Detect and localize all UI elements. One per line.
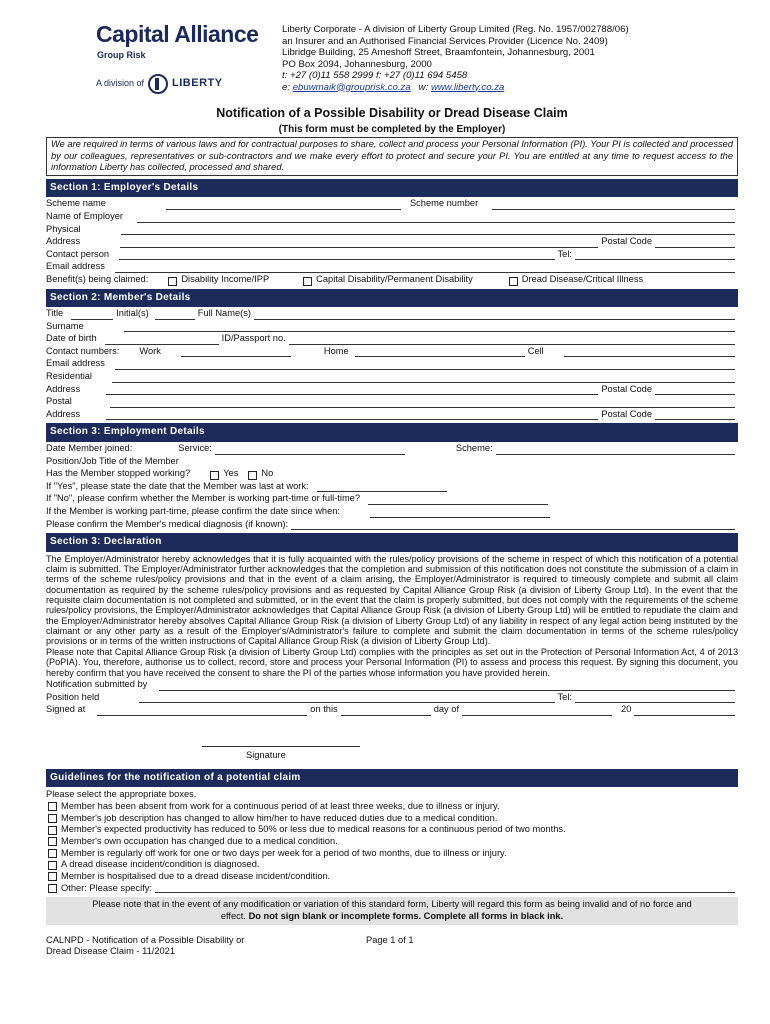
guidelines-list [46,801,738,895]
guideline-label: A dread disease incident/condition is diagnosed. [61,859,260,870]
initials-field[interactable] [155,311,195,320]
cell-field[interactable] [564,348,735,357]
postal-address-label: Address [46,408,81,419]
stopped-no-checkbox[interactable] [248,471,257,480]
list-item [46,859,738,871]
residential-address-field-1[interactable] [112,374,735,383]
signed-at-label: Signed at [46,704,86,715]
guidelines-heading: Guidelines for the notification of a potential claim [46,769,738,788]
email-address-field[interactable] [115,264,735,273]
signature-area [46,716,738,766]
id-label: ID/Passport no. [221,333,286,344]
disability-income-label: Disability Income/IPP [181,274,270,284]
year-field[interactable] [634,707,735,716]
capital-disability-label: Capital Disability/Permanent Disability [316,274,473,284]
address-label: Address [46,236,81,247]
service-label: Service: [178,442,212,453]
position-held-label: Position held [46,691,100,702]
on-this-label: on this [310,704,338,715]
id-field[interactable] [289,336,735,345]
res-postal-code-field[interactable] [655,386,735,395]
scheme-number-label: Scheme number [409,198,479,209]
guideline-checkbox[interactable] [48,802,57,811]
tel-field[interactable] [575,251,735,260]
yes-label: Yes [223,468,239,479]
day-of-label: day of [433,704,460,715]
division-brand: LIBERTY [172,77,223,90]
web-link[interactable]: www.liberty.co.za [430,81,505,93]
res-address-label: Address [46,383,81,394]
year-label: 20 [621,704,632,715]
declaration-heading: Section 3: Declaration [46,533,738,552]
physical-label: Physical [46,223,81,234]
contact-person-field[interactable] [119,251,554,260]
part-full-time-field[interactable] [368,496,548,505]
other-label: Other: Please specify: [61,882,152,893]
postal-postal-code-field[interactable] [655,411,735,420]
section1-heading: Section 1: Employer's Details [46,179,738,198]
member-email-label: Email address [46,358,105,369]
employer-name-label: Name of Employer [46,211,123,222]
day-of-field[interactable] [462,707,612,716]
section3-heading: Section 3: Employment Details [46,423,738,442]
notice-line2-bold: Do not sign blank or incomplete forms. Complete all forms in black ink. [248,910,564,921]
other-checkbox[interactable] [48,884,57,893]
benefits-label: Benefit(s) being claimed: [46,274,149,284]
stopped-label: Has the Member stopped working? [46,468,191,479]
disability-income-checkbox[interactable] [168,277,177,286]
postal-address-field-1[interactable] [110,399,735,408]
list-item [46,813,738,825]
guideline-label: Member's job description has changed to allow him/her to have reduced duties due to a medical condition. [61,812,498,823]
full-names-label: Full Name(s) [197,308,251,319]
submitted-by-field[interactable] [159,682,735,691]
initials-label: Initial(s) [116,308,149,319]
header [46,0,738,100]
scheme-name-field[interactable] [166,201,401,210]
part-time-label: If the Member is working part-time, please confirm the date since when: [46,505,341,516]
company-phone: t: +27 (0)11 558 2999 f: +27 (0)11 694 5458 [282,70,468,81]
company-line: Libridge Building, 25 Ameshoff Street, Braamfontein, Johannesburg, 2001 [282,47,595,58]
guideline-label: Member has been absent from work for a continuous period of at least three weeks, due to illness or injury. [61,800,500,811]
title-field[interactable] [71,311,113,320]
division-logo [96,74,223,94]
scheme-number-field[interactable] [492,201,735,210]
popia-text: Please note that Capital Alliance Group Risk (a division of Liberty Group Ltd) complies with the principles as set out in the Protection of Personal Information Act, 4 of 2013 (PoPIA). You, therefore, authorise us to collect, record, store and process your Personal Information (PI) to assess and process this request. By signing this document, you hereby confirm that you have received the consent to share the PI of the parties whose information you have provided herein. [46,646,738,678]
form-title: Notification of a Possible Disability or Dread Disease Claim [216,106,568,120]
signed-at-field[interactable] [97,707,307,716]
diagnosis-field[interactable] [291,521,735,530]
guideline-checkbox[interactable] [48,849,57,858]
form-code-line2: Dread Disease Claim - 11/2021 [46,946,176,957]
guideline-checkbox[interactable] [48,826,57,835]
guideline-checkbox[interactable] [48,872,57,881]
web-label: w: [418,81,429,93]
employer-name-field[interactable] [137,214,735,223]
physical-address-field-1[interactable] [121,226,735,235]
guideline-label: Member is regularly off work for one or two days per week for a period of two months, due to illness or injury. [61,847,507,858]
email-label: e: [282,81,291,93]
member-email-field[interactable] [115,361,735,370]
if-no-label: If "No", please confirm whether the Member is working part-time or full-time? [46,493,361,504]
title-label: Title [46,308,64,319]
part-time-date-field[interactable] [370,509,550,518]
service-field[interactable] [215,446,405,455]
contact-numbers-label: Contact numbers: [46,345,120,356]
email-address-label: Email address [46,261,105,272]
dread-disease-label: Dread Disease/Critical Illness [521,274,644,284]
work-label: Work [139,345,161,356]
guidelines-intro: Please select the appropriate boxes. [46,789,197,800]
notice-line2-prefix: effect. [220,910,246,921]
signature-line[interactable] [202,746,360,747]
company-line: PO Box 2094, Johannesburg, 2000 [282,58,432,70]
contact-person-label: Contact person [46,248,110,259]
date-joined-label: Date Member joined: [46,442,133,453]
home-field[interactable] [355,348,525,357]
submitted-by-label: Notification submitted by [46,678,148,689]
tel-label: Tel: [557,248,572,259]
privacy-intro: We are required in terms of various laws and for contractual purposes to share, collect and process your Personal Information (PI). Your PI is collected and processed by our colleagues, representatives or sub-contractors and we make every effort to protect and secure your PI. You are entitled at any time to request access to the information Liberty has collected, processed and shared. [46,137,738,176]
list-item [46,836,738,848]
dread-disease-checkbox[interactable] [509,277,518,286]
position-held-field[interactable] [139,694,554,703]
scheme-field[interactable] [496,446,735,455]
work-field[interactable] [181,348,291,357]
decl-tel-field[interactable] [575,694,735,703]
form-subtitle: (This form must be completed by the Employer) [278,123,506,135]
company-line: Liberty Corporate - A division of Liberty Group Limited (Reg. No. 1957/002788/06) [282,24,629,35]
postal-code-field[interactable] [655,239,735,248]
full-names-field[interactable] [254,311,735,320]
postal-code-label: Postal Code [601,236,652,247]
signature-label: Signature [246,749,286,760]
guideline-checkbox[interactable] [48,837,57,846]
residential-address-field-2[interactable] [106,386,598,395]
list-item [46,801,738,813]
capital-disability-checkbox[interactable] [303,277,312,286]
list-item [46,883,738,895]
guideline-label: Member's expected productivity has reduced to 50% or less due to medical reasons for a continuous period of two months. [61,824,566,835]
section2-heading: Section 2: Member's Details [46,289,738,308]
last-at-work-field[interactable] [317,483,447,492]
footer [46,935,738,965]
scheme-name-label: Scheme name [46,198,106,209]
logo-subtitle: Group Risk [97,50,146,60]
surname-field[interactable] [124,323,735,332]
scheme-label: Scheme: [455,442,493,453]
residential-label: Residential [46,371,92,382]
guideline-checkbox[interactable] [48,814,57,823]
dob-field[interactable] [105,336,219,345]
notice-box [46,897,738,924]
on-this-field[interactable] [341,707,431,716]
guideline-label: Member is hospitalised due to a dread disease incident/condition. [61,870,331,881]
postal-postal-code-label: Postal Code [601,408,652,419]
dob-label: Date of birth [46,333,97,344]
postal-label: Postal [46,396,72,407]
form-code-line1: CALNPD - Notification of a Possible Disability or [46,934,245,945]
division-prefix: A division of [96,78,145,89]
position-label: Position/Job Title of the Member [46,455,179,466]
home-label: Home [323,345,349,356]
declaration-text: The Employer/Administrator hereby acknowledges that it is fully acquainted with the rules/policy provisions of the scheme in respect of which this notification of a potential claim is submitted. The Employer/Administrator further acknowledges that the completion and submission of this notification does not constitute the submission of a claim in terms of the scheme rules/policy provisions and that in the event of a claim arising, the Employer/Administrator is required to timeously complete and submit all claim documentation as required by the scheme rules/policy provisions and as requested by Capital Alliance Group Risk (a division of Liberty Group Ltd). In the event that the requisite claim documentation is not completed and submitted, or in the event that the claim is properly submitted, but does not comply with the requirements of the scheme rules/policy provisions, the Employer/Administrator acknowledges that Capital Alliance Group Risk (a division of Liberty Group Ltd) will be entitled to repudiate the claim and the Employer/Administrator hereby absolves Capital Alliance Group Risk (a division of Liberty Group Ltd) of any liability in respect of any legal action being instituted by the claimant or any other party as a result of the Employer's/Administrator's failure to complete and submit the claim documentation in terms of the scheme rules/policy provisions or in terms of the written instructions of Capital Alliance Group Risk (a division of Liberty Group Ltd). [46,553,738,647]
company-info [282,24,629,93]
no-label: No [261,468,274,479]
decl-tel-label: Tel: [557,691,572,702]
guideline-checkbox[interactable] [48,861,57,870]
list-item [46,871,738,883]
liberty-logo-icon [148,74,168,94]
surname-label: Surname [46,320,84,331]
email-link[interactable]: ebuwmaik@grouprisk.co.za [292,81,411,93]
guideline-label: Member's own occupation has changed due to a medical condition. [61,835,338,846]
list-item [46,824,738,836]
page-number: Page 1 of 1 [366,934,414,945]
res-postal-code-label: Postal Code [601,383,652,394]
diagnosis-label: Please confirm the Member's medical diagnosis (if known): [46,518,289,529]
physical-address-field-2[interactable] [120,239,598,248]
postal-address-field-2[interactable] [106,411,598,420]
company-line: an Insurer and an Authorised Financial Services Provider (Licence No. 2409) [282,35,608,47]
if-yes-label: If "Yes", please state the date that the Member was last at work: [46,480,309,491]
list-item [46,848,738,860]
stopped-yes-checkbox[interactable] [210,471,219,480]
notice-line1: Please note that in the event of any modification or variation of this standard form, Liberty will regard this form as being invalid and of no force and [92,899,692,910]
other-field[interactable] [155,884,735,893]
cell-label: Cell [527,345,544,356]
logo-title: Capital Alliance [96,21,259,47]
